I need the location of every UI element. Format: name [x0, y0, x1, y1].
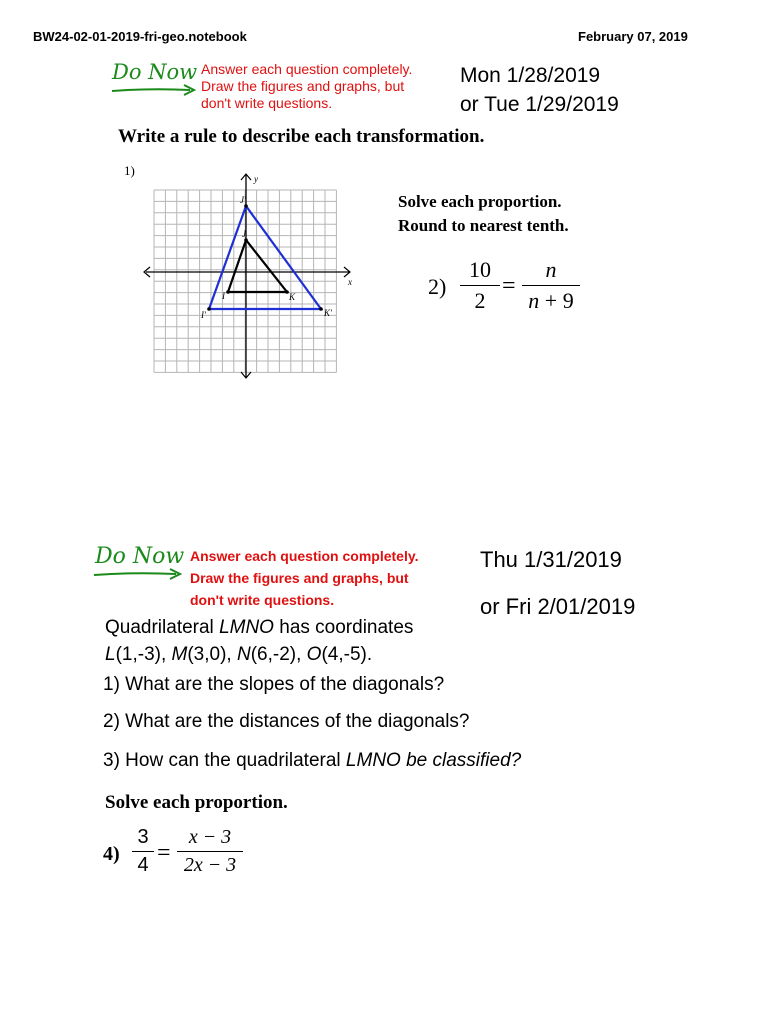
intro-text: Quadrilateral	[105, 617, 220, 638]
transformation-title: Write a rule to describe each transformation.	[118, 126, 485, 147]
quadrilateral-name: LMNO	[219, 617, 274, 638]
numerator: x − 3	[188, 826, 232, 848]
fraction-x-minus-3-over-2x-minus-3	[177, 826, 243, 877]
do-now-label: Do Now	[95, 544, 185, 569]
vertex-label-j-prime: J'	[240, 195, 246, 205]
vertex-coordinates: (4,-5).	[321, 644, 373, 665]
numerator: 10	[469, 257, 491, 282]
vertex-name: L	[105, 644, 116, 665]
vertex-point	[207, 307, 211, 311]
session-dates	[460, 61, 619, 119]
denominator-variable: n	[528, 288, 540, 313]
proportion-heading: Solve each proportion.	[105, 792, 288, 813]
vertex-label-j: J	[242, 229, 246, 239]
denominator: 4	[137, 854, 149, 876]
do-now-label: Do Now	[112, 60, 198, 84]
numerator: 3	[137, 826, 149, 848]
question-1: 1) What are the slopes of the diagonals?	[103, 674, 445, 695]
equals-sign: =	[157, 840, 171, 866]
fraction-bar	[460, 285, 500, 286]
vertex-label-k-prime: K'	[324, 308, 332, 318]
instruction-line: Answer each question completely.	[201, 61, 413, 77]
x-axis-label: x	[348, 277, 352, 287]
denominator: 2x − 3	[183, 854, 237, 876]
equals-sign: =	[502, 273, 516, 299]
session-dates	[480, 536, 635, 630]
instruction-line: don't write questions.	[201, 95, 333, 111]
vertex-label-i: I	[222, 291, 225, 301]
notebook-filename: BW24-02-01-2019-fri-geo.notebook	[33, 29, 247, 44]
fraction-3-over-4	[132, 826, 154, 877]
question-2: 2) What are the distances of the diagonals?	[103, 711, 470, 732]
fraction-10-over-2	[460, 257, 500, 314]
fraction-bar	[177, 851, 243, 852]
preimage-triangle	[228, 240, 287, 292]
question-text-italic: LMNO be classified?	[345, 750, 522, 771]
intro-line-1	[105, 614, 413, 641]
quadrilateral-intro	[105, 614, 413, 668]
problem-1-number: 1)	[124, 163, 135, 178]
grid-lines	[154, 190, 336, 372]
vertex-coordinates: (3,0),	[187, 644, 237, 665]
problem-2-number: 2)	[428, 274, 447, 299]
heading-line: Round to nearest tenth.	[398, 216, 569, 235]
denominator: 2	[474, 288, 486, 313]
date-line: Mon 1/28/2019	[460, 64, 601, 87]
vertex-name: O	[306, 644, 322, 665]
transformation-graph	[140, 170, 365, 385]
numerator: n	[545, 257, 557, 282]
vertex-coordinates: (1,-3),	[115, 644, 172, 665]
instruction-line: Answer each question completely.	[190, 548, 419, 564]
notebook-date: February 07, 2019	[578, 29, 688, 44]
do-now-arrow-icon	[110, 84, 200, 98]
instructions	[201, 61, 412, 112]
instructions	[190, 545, 418, 611]
fraction-bar	[132, 851, 154, 852]
vertex-label-k: K	[289, 292, 296, 302]
problem-4-number: 4)	[103, 843, 120, 865]
date-line: Thu 1/31/2019	[480, 547, 622, 572]
fraction-bar	[522, 285, 580, 286]
vertex-name: N	[236, 644, 251, 665]
question-3	[103, 750, 521, 772]
date-line: or Tue 1/29/2019	[460, 93, 619, 116]
heading-line: Solve each proportion.	[398, 192, 562, 211]
instruction-line: Draw the figures and graphs, but	[190, 570, 409, 586]
vertex-name: M	[171, 644, 188, 665]
vertex-point	[226, 290, 230, 294]
intro-text: has coordinates	[273, 617, 414, 638]
question-text: 3) How can the quadrilateral	[103, 750, 346, 771]
denominator-constant: + 9	[539, 288, 574, 313]
date-line: or Fri 2/01/2019	[480, 594, 636, 619]
vertex-point	[319, 307, 323, 311]
do-now-arrow-icon	[92, 568, 188, 582]
instruction-line: don't write questions.	[190, 592, 335, 608]
fraction-n-over-n-plus-9	[522, 257, 580, 314]
image-triangle	[209, 206, 321, 309]
vertex-label-i-prime: I'	[201, 310, 206, 320]
proportion-heading	[398, 190, 569, 238]
vertex-coordinates: (6,-2),	[250, 644, 307, 665]
instruction-line: Draw the figures and graphs, but	[201, 78, 405, 94]
y-axis-label: y	[254, 174, 258, 184]
intro-line-2	[105, 641, 413, 668]
